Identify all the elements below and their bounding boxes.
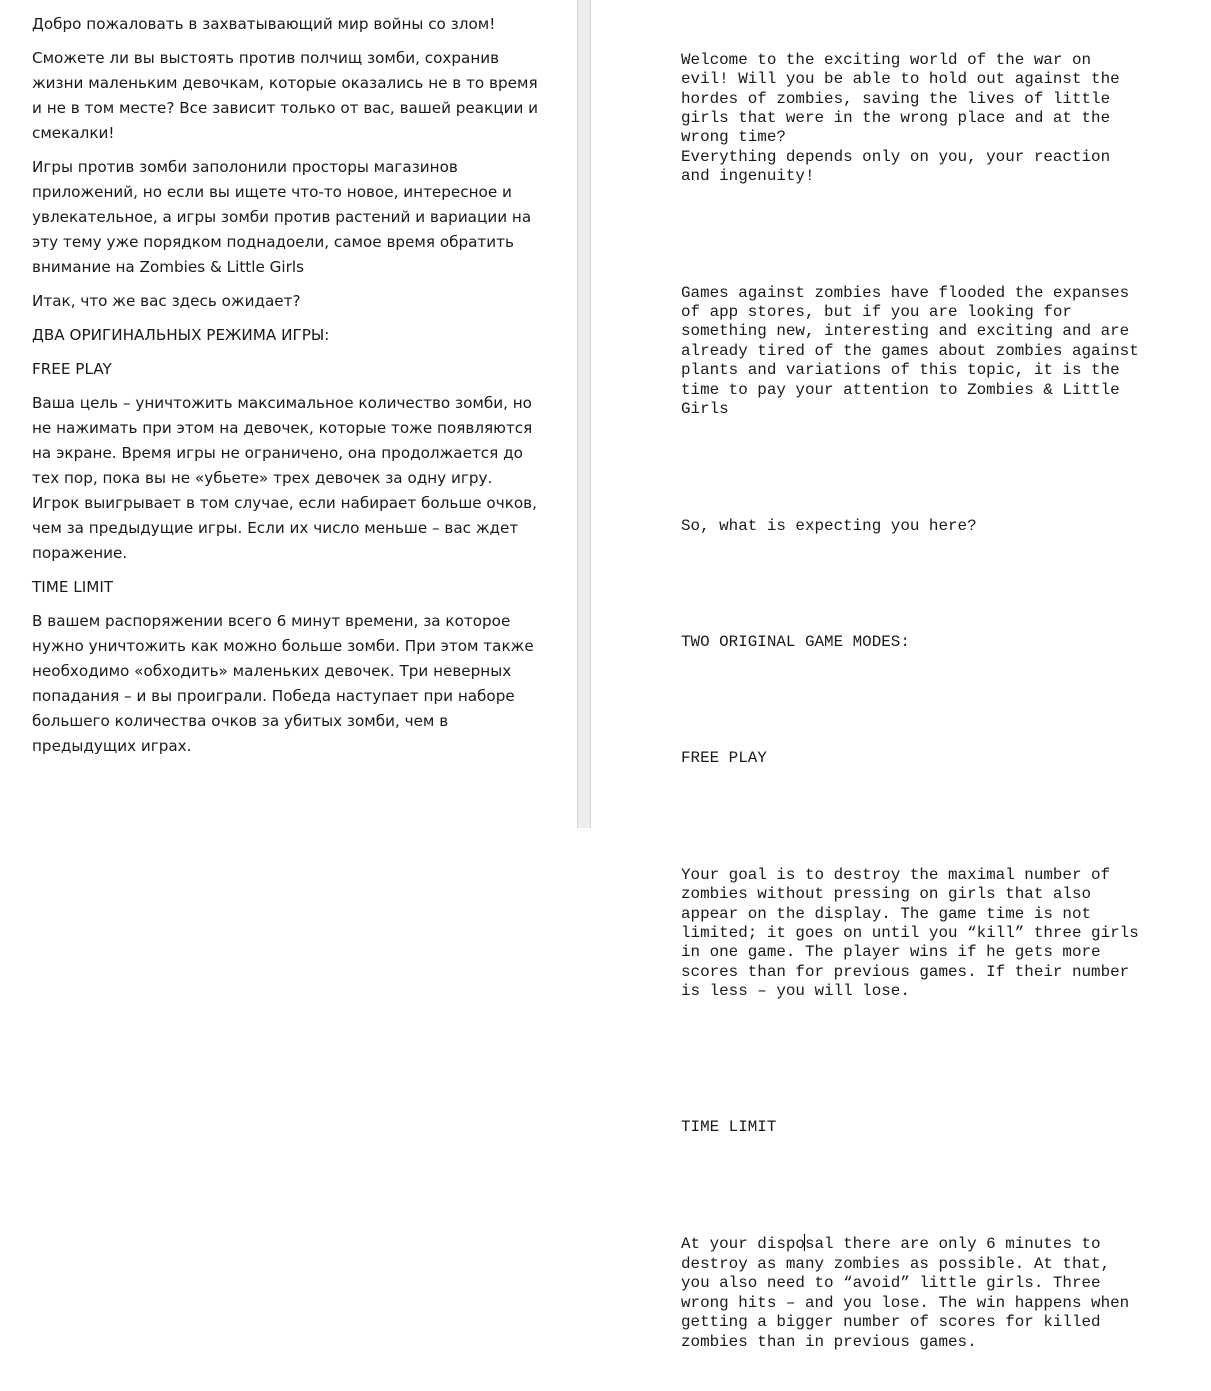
paragraph-free-play[interactable]: Ваша цель – уничтожить максимальное количество зомби, но не нажимать при этом на девочек, которые тоже появляются на экране. Время игры не ограничено, она продолжается до тех пор, пока вы не «убьете» трех девочек за одну игру. Игрок выигрывает в том случае, если набирает больше очков, чем за предыдущие игры. Если их число меньше – вас ждет поражение. <box>32 394 537 562</box>
paragraph-app-stores-en[interactable]: Games against zombies have flooded the expanses of app stores, but if you are looking for something new, interesting and exciting and are already tired of the games about zombies against plants and variations of this topic, it is the time to pay your attention to Zombies & Little Girls <box>681 283 1139 419</box>
heading-free-play[interactable]: FREE PLAY <box>32 360 112 378</box>
paragraph-time-limit[interactable]: В вашем распоряжении всего 6 минут времени, за которое нужно уничтожить как можно больше зомби. При этом также необходимо «обходить» маленьких девочек. Три неверных попадания – и вы проиграли. Победа наступает при наборе большего количества очков за убитых зомби, чем в предыдущих играх. <box>32 612 534 755</box>
paragraph-app-stores[interactable]: Игры против зомби заполонили просторы магазинов приложений, но если вы ищете что-то новое, интересное и увлекательное, а игры зомби против растений и вариации на эту тему уже порядком поднадоели, самое время обратить внимание на Zombies & Little Girls <box>32 158 532 276</box>
heading-game-modes-en[interactable]: TWO ORIGINAL GAME MODES: <box>681 632 910 651</box>
heading-free-play-en[interactable]: FREE PLAY <box>681 749 767 768</box>
right-page-english[interactable] <box>591 0 1211 1351</box>
paragraph-welcome-en[interactable]: Welcome to the exciting world of the war on evil! Will you be able to hold out against the hordes of zombies, saving the lives of little girls that were in the wrong place and at the wrong time? Everything depends only on you, your reaction and ingenuity! <box>681 50 1120 186</box>
paragraph-question-en[interactable]: So, what is expecting you here? <box>681 516 977 535</box>
left-page-text[interactable] <box>32 12 542 768</box>
heading-time-limit[interactable]: TIME LIMIT <box>32 578 114 596</box>
heading-game-modes[interactable]: ДВА ОРИГИНАЛЬНЫХ РЕЖИМА ИГРЫ: <box>32 326 330 344</box>
paragraph-challenge[interactable]: Сможете ли вы выстоять против полчищ зомби, сохранив жизни маленьким девочкам, которые оказались не в то время и не в том месте? Все зависит только от вас, вашей реакции и смекалки! <box>32 49 539 142</box>
time-limit-text-before-cursor: At your dispo <box>681 1235 805 1254</box>
time-limit-text-after-cursor: sal there are only 6 minutes to <box>804 1235 1101 1254</box>
page-divider <box>577 0 591 828</box>
right-page-text[interactable] <box>681 12 1201 1391</box>
left-page-russian[interactable] <box>0 0 577 828</box>
paragraph-question[interactable]: Итак, что же вас здесь ожидает? <box>32 292 301 310</box>
paragraph-free-play-en[interactable]: Your goal is to destroy the maximal number of zombies without pressing on girls that also appear on the display. The game time is not limited; it goes on until you “kill” three girls in one game. The player wins if he gets more scores than for previous games. If their number is less – you will lose. <box>681 865 1139 1001</box>
time-limit-text-rest: destroy as many zombies as possible. At that, you also need to “avoid” little girls. Three wrong hits – and you lose. The win happens when getting a bigger number of scores for killed zombies than in previous games. <box>681 1254 1130 1351</box>
heading-time-limit-en[interactable]: TIME LIMIT <box>681 1118 777 1137</box>
paragraph-welcome[interactable]: Добро пожаловать в захватывающий мир войны со злом! <box>32 15 496 33</box>
paragraph-time-limit-en[interactable] <box>681 1234 1201 1351</box>
